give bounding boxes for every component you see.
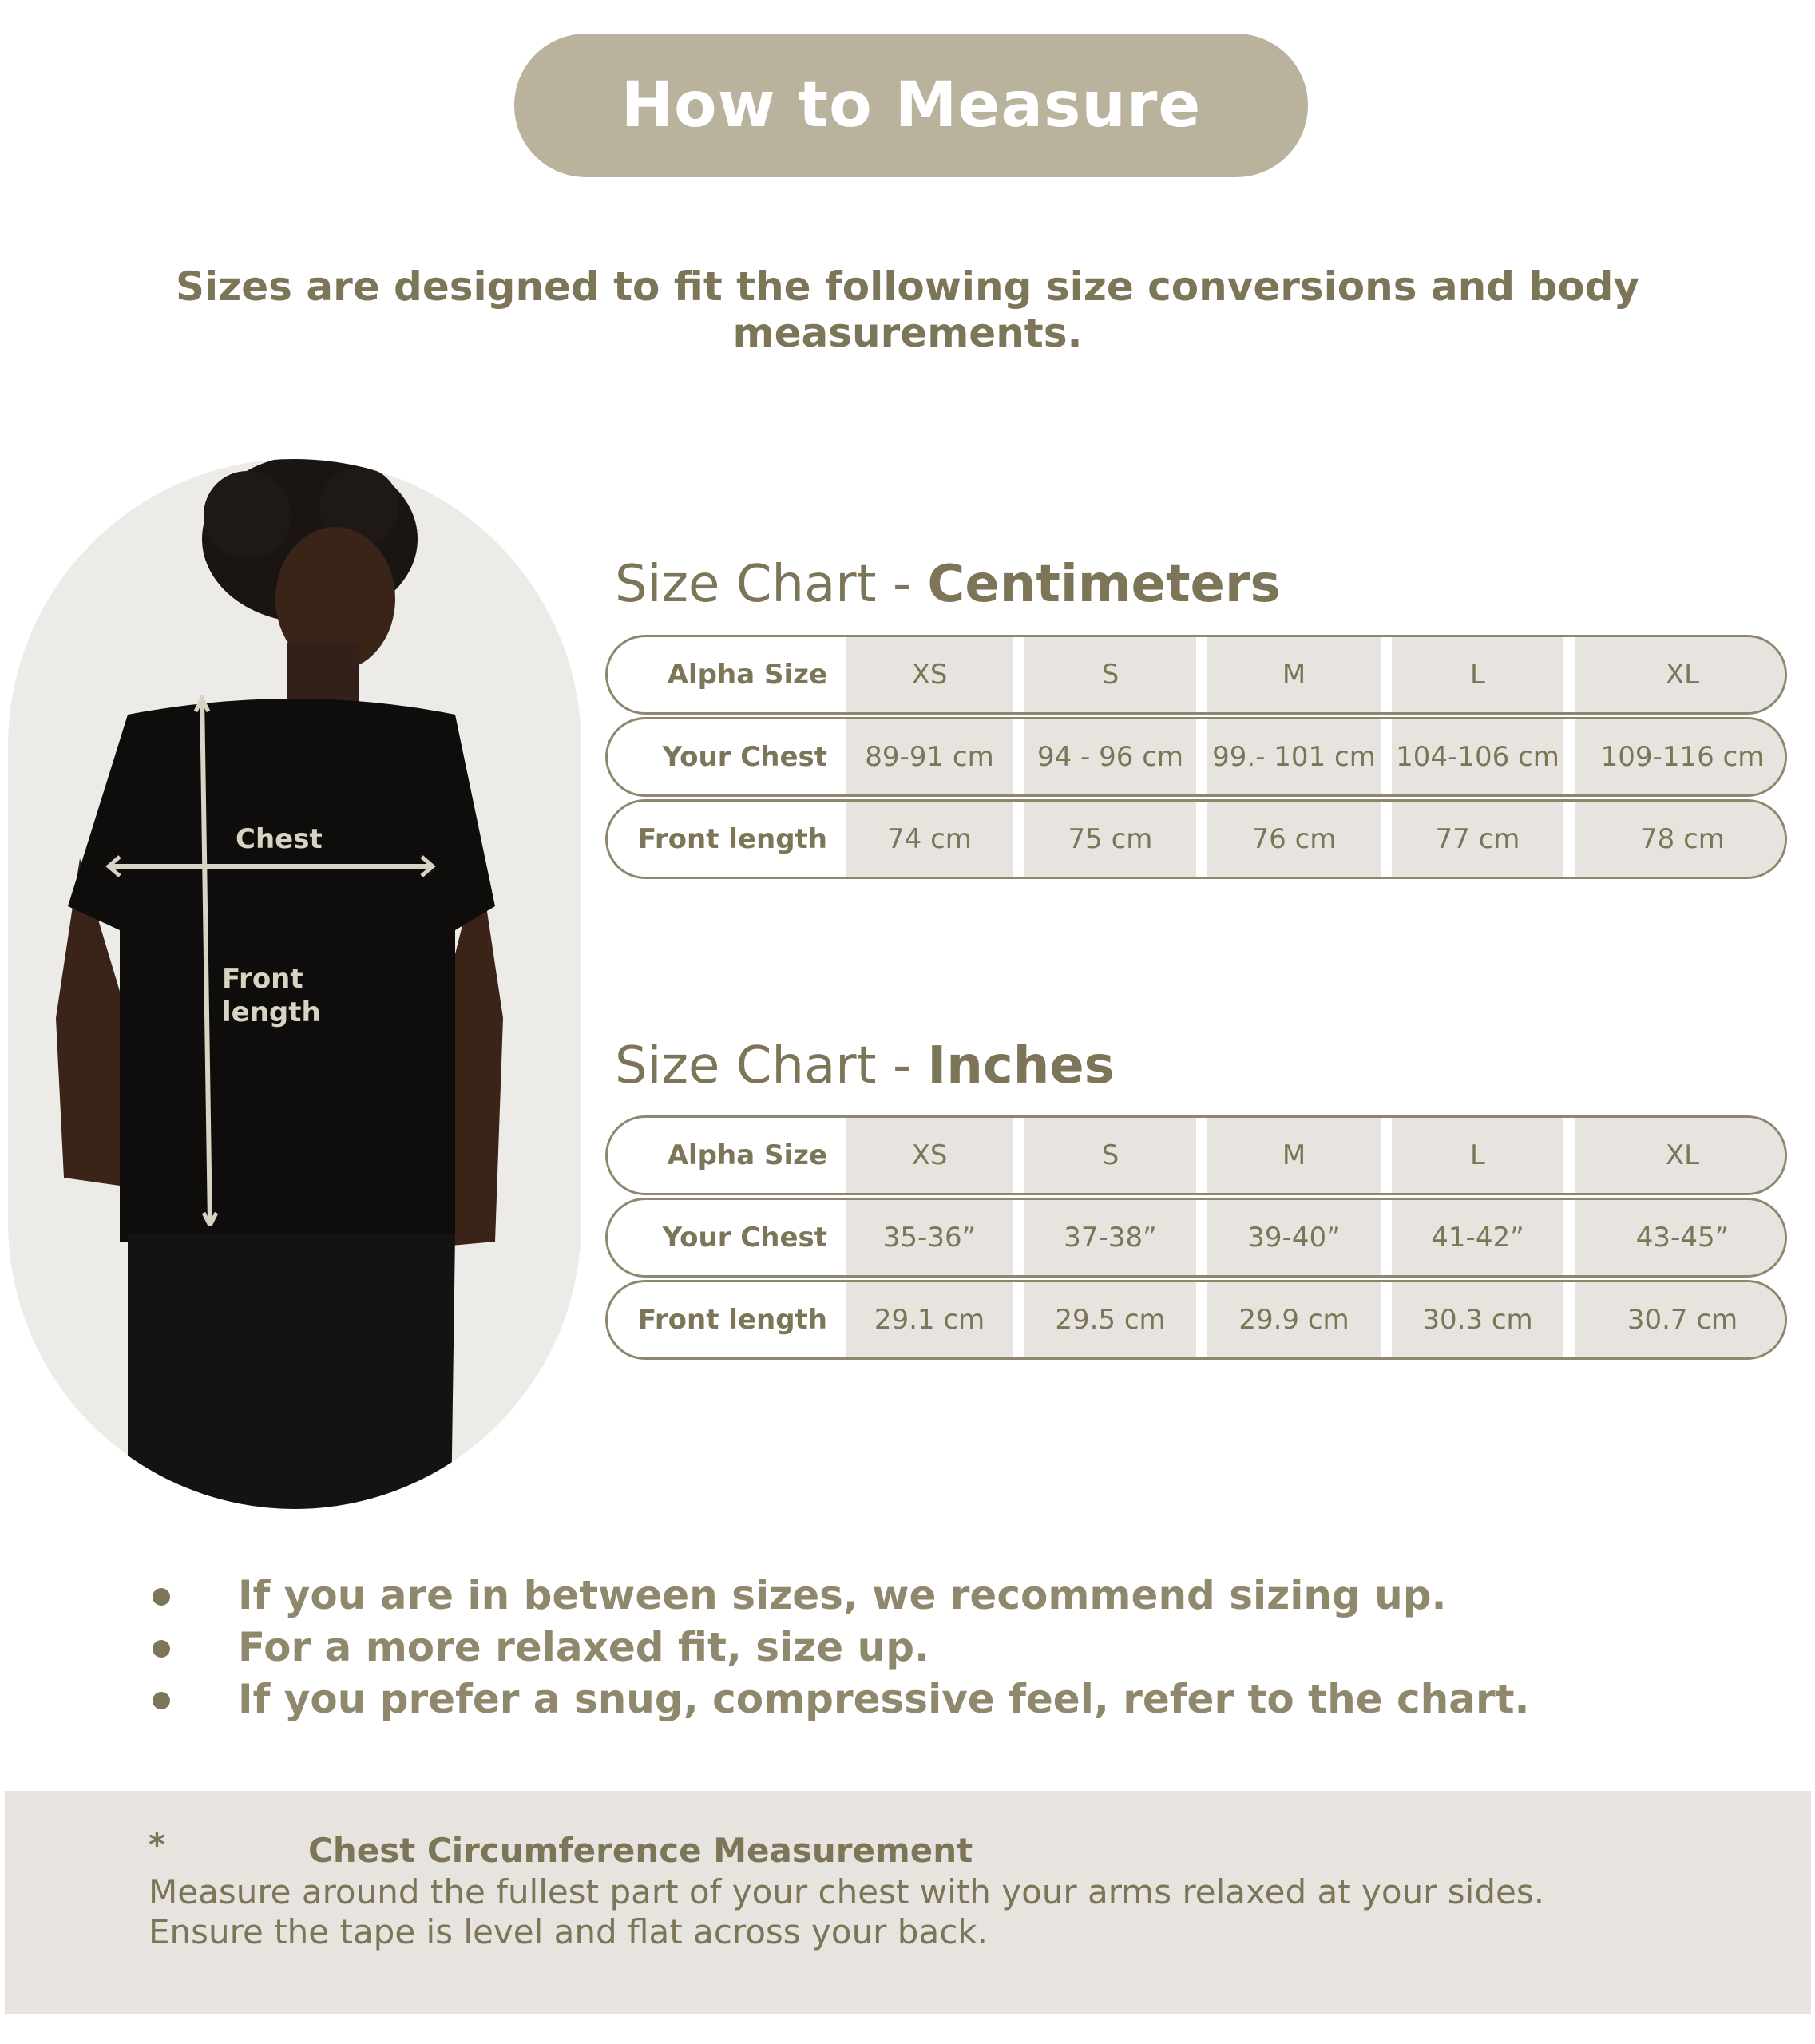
table-cell: 35-36” bbox=[846, 1200, 1013, 1275]
list-item bbox=[148, 1569, 1530, 1621]
bullet-icon bbox=[153, 1640, 170, 1658]
table-cell: 29.1 cm bbox=[846, 1282, 1013, 1357]
row-label: Alpha Size bbox=[667, 659, 827, 691]
row-label: Alpha Size bbox=[667, 1139, 827, 1171]
tip-text: If you prefer a snug, compressive feel, refer to the chart. bbox=[238, 1675, 1530, 1722]
cm-heading-unit: Centimeters bbox=[927, 555, 1281, 614]
in-chart-heading bbox=[615, 1036, 1115, 1095]
table-cell: 75 cm bbox=[1024, 802, 1196, 877]
tip-text: If you are in between sizes, we recommend sizing up. bbox=[238, 1571, 1447, 1618]
note-line-1: Measure around the fullest part of your chest with your arms relaxed at your sides. bbox=[149, 1872, 1545, 1911]
chest-label: Chest bbox=[236, 823, 323, 855]
tips-list bbox=[148, 1569, 1530, 1725]
list-item bbox=[148, 1621, 1530, 1673]
note-line-2: Ensure the tape is level and flat across your back. bbox=[149, 1912, 988, 1951]
table-cell: L bbox=[1392, 637, 1563, 712]
row-label: Your Chest bbox=[662, 1222, 827, 1254]
in-heading-prefix: Size Chart - bbox=[615, 1036, 928, 1095]
bullet-icon bbox=[153, 1588, 170, 1606]
table-cell: XL bbox=[1575, 1118, 1787, 1193]
in-row-your-chest bbox=[605, 1198, 1787, 1278]
row-label: Front length bbox=[637, 1304, 827, 1336]
list-item bbox=[148, 1673, 1530, 1725]
cm-chart-heading bbox=[615, 555, 1281, 614]
table-cell: 76 cm bbox=[1207, 802, 1381, 877]
table-cell: 29.9 cm bbox=[1207, 1282, 1381, 1357]
table-cell: 39-40” bbox=[1207, 1200, 1381, 1275]
measurement-note bbox=[5, 1791, 1811, 2014]
note-title: Chest Circumference Measurement bbox=[308, 1831, 973, 1870]
table-cell: XS bbox=[846, 637, 1013, 712]
intro-text: Sizes are designed to fit the following size conversions and body measurements. bbox=[176, 263, 1639, 356]
page-title: How to Measure bbox=[514, 34, 1308, 177]
table-cell: 29.5 cm bbox=[1024, 1282, 1196, 1357]
table-cell: XL bbox=[1575, 637, 1787, 712]
table-cell: 43-45” bbox=[1575, 1200, 1787, 1275]
in-row-front-length bbox=[605, 1280, 1787, 1360]
table-cell: XS bbox=[846, 1118, 1013, 1193]
table-cell: S bbox=[1024, 1118, 1196, 1193]
table-cell: 30.3 cm bbox=[1392, 1282, 1563, 1357]
table-cell: 74 cm bbox=[846, 802, 1013, 877]
footnote-star: * bbox=[149, 1827, 165, 1864]
table-cell: M bbox=[1207, 1118, 1381, 1193]
table-cell: 78 cm bbox=[1575, 802, 1787, 877]
table-cell: 94 - 96 cm bbox=[1024, 719, 1196, 794]
table-cell: 41-42” bbox=[1392, 1200, 1563, 1275]
cm-row-alpha-size bbox=[605, 635, 1787, 715]
table-cell: 30.7 cm bbox=[1575, 1282, 1787, 1357]
table-cell: 99.- 101 cm bbox=[1207, 719, 1381, 794]
front-length-label-2: length bbox=[222, 996, 321, 1028]
row-label: Front length bbox=[637, 823, 827, 855]
front-length-label-1: Front bbox=[222, 963, 303, 995]
cm-heading-prefix: Size Chart - bbox=[615, 555, 928, 614]
bullet-icon bbox=[153, 1692, 170, 1709]
cm-row-your-chest bbox=[605, 717, 1787, 797]
table-cell: 109-116 cm bbox=[1575, 719, 1787, 794]
tip-text: For a more relaxed fit, size up. bbox=[238, 1623, 929, 1670]
in-heading-unit: Inches bbox=[927, 1036, 1115, 1095]
table-cell: L bbox=[1392, 1118, 1563, 1193]
table-cell: S bbox=[1024, 637, 1196, 712]
model-figure bbox=[8, 459, 581, 1509]
row-label: Your Chest bbox=[662, 741, 827, 773]
cm-row-front-length bbox=[605, 799, 1787, 879]
table-cell: 37-38” bbox=[1024, 1200, 1196, 1275]
table-cell: 104-106 cm bbox=[1392, 719, 1563, 794]
table-cell: 89-91 cm bbox=[846, 719, 1013, 794]
table-cell: M bbox=[1207, 637, 1381, 712]
in-row-alpha-size bbox=[605, 1115, 1787, 1195]
table-cell: 77 cm bbox=[1392, 802, 1563, 877]
